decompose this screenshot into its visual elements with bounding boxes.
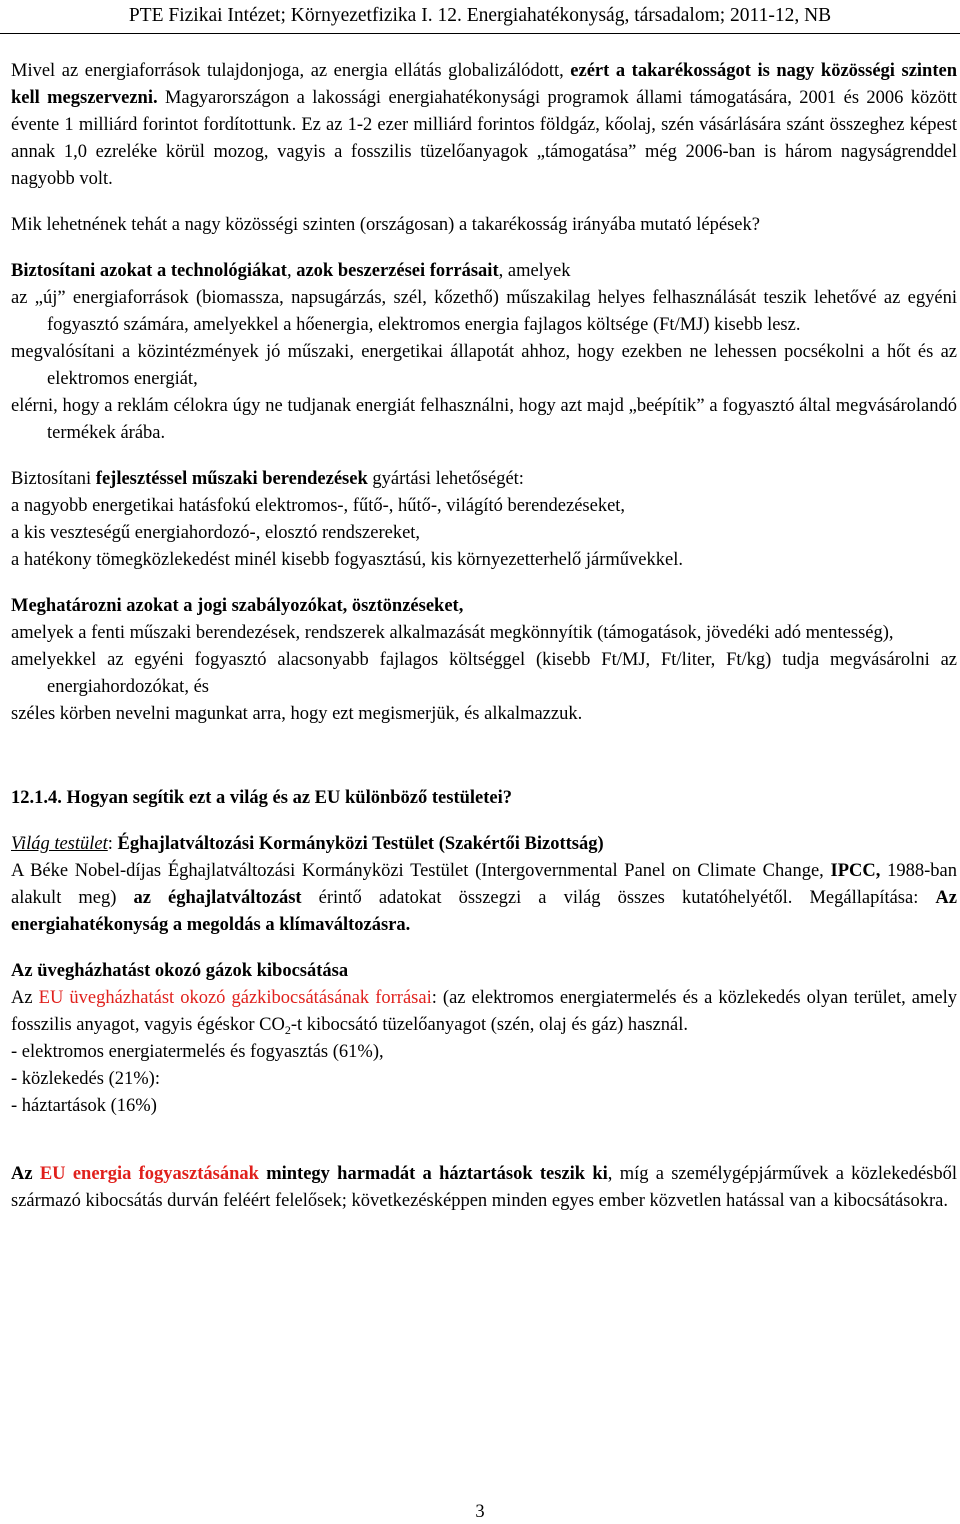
ghg-item: - közlekedés (21%): <box>11 1069 160 1089</box>
ghg-heading <box>11 958 957 985</box>
sources-emphasis: azok beszerzései forrásait <box>296 261 499 281</box>
equipment-item: a kis veszteségű energiahordozó-, elosztó rendszereket, <box>11 523 421 543</box>
equipment-intro <box>11 466 957 493</box>
ipcc-text: érintő adatokat összegzi a világ összes kutatóhelyétől. Megállapítása: <box>301 888 936 908</box>
running-header: PTE Fizikai Intézet; Környezetfizika I. 12. Energiahatékonyság, társadalom; 2011-12, NB <box>128 5 832 26</box>
regulation-item: amelyek a fenti műszaki berendezések, rendszerek alkalmazását megkönnyítik (támogatások, jövedéki adó mentesség), <box>11 623 894 643</box>
technology-item: megvalósítani a közintézmények jó műszaki, energetikai állapotát ahhoz, hogy ezekben ne lehessen pocsékolni a hőt és az elektromos energiát, <box>11 342 957 389</box>
intro-text-continued: Magyarországon a lakossági energiahatékonysági programok állami támogatására, 2001 és 2006 között évente 1 milliárd forintot fordítottunk. Ez az 1-2 ezer milliárd forintos földgáz, kőolaj, szén vásárlására szánt összeghez képest annak 1,0 ezreléke körül mozog, vagyis a fosszilis tüzelőanyagok „támogatása” még 2006-ban is három nagyságrenddel nagyobb volt. <box>11 88 958 189</box>
technology-item: az „új” energiaforrások (biomassza, napsugárzás, szél, kőzethő) műszakilag helyes felhasználását teszik lehetővé az egyéni fogyasztó számára, amelyekkel a hőenergia, elektromos energia fajlagos költsége (Ft/MJ) kisebb lesz. <box>11 288 957 335</box>
intro-emphasis: ezért a takarékosságot is nagy közösségi szinten kell megszervezni. <box>11 61 957 108</box>
question-paragraph: Mik lehetnének tehát a nagy közösségi szinten (országosan) a takarékosság irányába mutató lépések? <box>11 215 760 235</box>
households-text: , míg a személygépjárművek a közlekedésből származó kibocsátás durván feléért felelősek; következésképpen minden egyes ember közvetlen hatással van a kibocsátásokra. <box>11 1164 957 1211</box>
co2-subscript: 2 <box>284 1023 291 1037</box>
ghg-text: : (az elektromos energiatermelés és a közlekedés olyan terület, amely fosszilis anyagot, vagyis égéskor CO <box>11 988 957 1035</box>
document-body <box>11 58 957 1215</box>
ipcc-abbrev: IPCC, <box>830 861 881 881</box>
households-text: Az <box>11 1164 40 1184</box>
equipment-intro-text: Biztosítani <box>11 469 96 489</box>
ipcc-paragraph <box>11 858 957 939</box>
households-emphasis: mintegy harmadát a háztartások teszik ki <box>258 1164 608 1184</box>
intro-paragraph <box>11 58 957 193</box>
ghg-red-highlight: EU üvegházhatást okozó gázkibocsátásának forrásai <box>38 988 432 1008</box>
ghg-paragraph <box>11 985 957 1039</box>
regulation-item: széles körben nevelni magunkat arra, hogy ezt megismerjük, és alkalmazzuk. <box>11 704 583 724</box>
households-paragraph <box>11 1161 957 1215</box>
technology-intro <box>11 258 957 285</box>
section-heading-text: 12.1.4. Hogyan segítik ezt a világ és az EU különböző testületei? <box>11 788 513 808</box>
ipcc-text: 1988-ban alakult meg) <box>11 861 957 908</box>
page-number: 3 <box>475 1502 485 1522</box>
ipcc-heading <box>11 831 957 858</box>
ipcc-text: A Béke Nobel-díjas Éghajlatváltozási Kormányközi Testület (Intergovernmental Panel on Climate Change, <box>11 861 831 881</box>
regulation-intro <box>11 593 957 620</box>
technology-item: elérni, hogy a reklám célokra úgy ne tudjanak energiát felhasználni, hogy azt majd „beépítik” a fogyasztó által megvásárolandó termékek árába. <box>11 396 957 443</box>
households-red-highlight: EU energia fogyasztásának <box>39 1164 259 1184</box>
ghg-item: - háztartások (16%) <box>11 1096 157 1116</box>
intro-text: Mivel az energiaforrások tulajdonjoga, az energia ellátás globalizálódott, <box>11 61 571 81</box>
separator: : <box>107 834 118 854</box>
header-rule <box>0 33 960 34</box>
technology-intro-tail: , amelyek <box>498 261 571 281</box>
section-heading <box>11 785 957 812</box>
ghg-text: Az <box>11 988 39 1008</box>
regulation-emphasis: Meghatározni azokat a jogi szabályozókat, ösztönzéseket, <box>11 596 464 616</box>
ghg-item: - elektromos energiatermelés és fogyasztás (61%), <box>11 1042 384 1062</box>
ghg-heading-text: Az üvegházhatást okozó gázok kibocsátása <box>11 961 349 981</box>
world-body-label: Világ testület <box>11 834 108 854</box>
ipcc-emphasis: az éghajlatváltozást <box>133 888 302 908</box>
technology-emphasis: Biztosítani azokat a technológiákat <box>11 261 287 281</box>
separator: , <box>286 261 297 281</box>
ipcc-title: Éghajlatváltozási Kormányközi Testület (Szakértői Bizottság) <box>117 834 604 854</box>
equipment-item: a hatékony tömegközlekedést minél kisebb fogyasztású, kis környezetterhelő járművekkel. <box>11 550 683 570</box>
equipment-intro-tail: gyártási lehetőségét: <box>367 469 524 489</box>
ipcc-conclusion: Az energiahatékonyság a megoldás a klímaváltozásra. <box>11 888 957 935</box>
regulation-item: amelyekkel az egyéni fogyasztó alacsonyabb fajlagos költséggel (kisebb Ft/MJ, Ft/liter, Ft/kg) tudja megvásárolni az energiahordozókat, és <box>11 650 957 697</box>
equipment-item: a nagyobb energetikai hatásfokú elektromos-, fűtő-, hűtő-, világító berendezéseket, <box>11 496 626 516</box>
ghg-text: -t kibocsátó tüzelőanyagot (szén, olaj és gáz) használ. <box>290 1015 688 1035</box>
equipment-emphasis: fejlesztéssel műszaki berendezések <box>95 469 368 489</box>
